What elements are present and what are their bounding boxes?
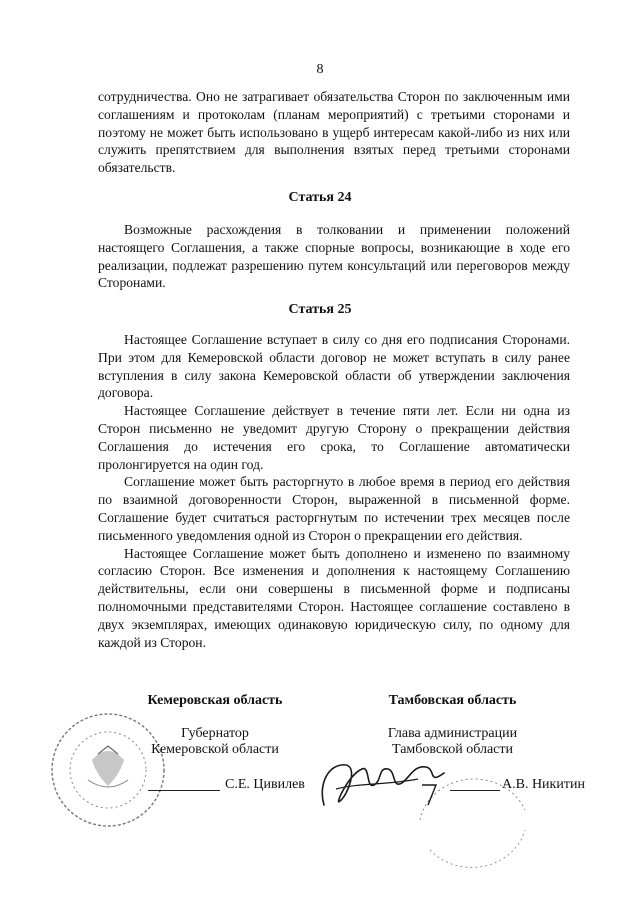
paragraph: Настоящее Соглашение может быть дополнено и изменено по взаимному согласию Сторон. Все изменения и дополнения к настоящему Соглашению действительны, если они совершены в письменной форме и подписаны полномочными представителями Сторон. Настоящее соглашение составлено в двух экземплярах, имеющих одинаковую юридическую силу, по одному для каждой из Сторон. <box>98 545 570 650</box>
right-region: Тамбовская область <box>388 693 517 708</box>
article-25-body <box>98 331 570 651</box>
left-region: Кемеровская область <box>147 693 283 708</box>
right-signatory-name: А.В. Никитин <box>502 777 585 792</box>
left-organization: Кемеровской области <box>151 742 279 757</box>
right-organization: Тамбовской области <box>391 742 514 757</box>
handwritten-signature <box>318 755 458 815</box>
paragraph: сотрудничества. Оно не затрагивает обязательства Сторон по заключенным ими соглашениям и протоколам (планам мероприятий) с третьими сторонами и поэтому не может быть использовано в ущерб интересам какой-либо из них или служить препятствием для выполнения взятых перед третьими сторонами обязательств. <box>98 89 570 176</box>
article-24-heading: Статья 24 <box>288 190 352 205</box>
left-signature-line <box>148 790 220 791</box>
left-position: Губернатор <box>181 726 249 741</box>
intro-paragraph <box>98 88 570 177</box>
article-25-heading: Статья 25 <box>288 302 352 317</box>
paragraph: Соглашение может быть расторгнуто в любое время в период его действия по взаимной договоренности Сторон, выраженной в письменной форме. Соглашение будет считаться расторгнутым по истечении трех месяцев после письменного уведомления одной из Сторон о прекращении его действия. <box>98 474 570 543</box>
right-position: Глава администрации <box>387 726 518 741</box>
article-24-body <box>98 221 570 292</box>
paragraph: Настоящее Соглашение действует в течение пяти лет. Если ни одна из Сторон письменно не уведомит другую Сторону о прекращении действия Соглашения до истечения его срока, то Соглашение автоматически пролонгируется на один год. <box>98 403 570 472</box>
right-signatory-block <box>370 693 535 758</box>
left-signatory-name: С.Е. Цивилев <box>225 777 305 792</box>
paragraph: Настоящее Соглашение вступает в силу со дня его подписания Сторонами. При этом для Кемеровской области договор не может вступать в силу ранее вступления в силу закона Кемеровской области об утверждении заключения договора. <box>98 332 570 401</box>
paragraph: Возможные расхождения в толковании и применении положений настоящего Соглашения, а также спорные вопросы, возникающие в ходе его реализации, подлежат разрешению путем консультаций или переговоров между Сторонами. <box>98 222 570 291</box>
left-signatory-block <box>130 693 300 758</box>
page-number: 8 <box>316 62 324 77</box>
